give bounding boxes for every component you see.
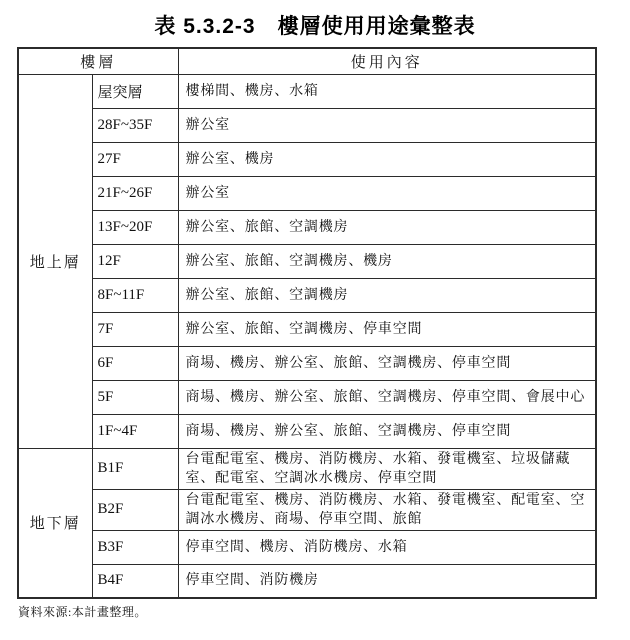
table-row-b2f xyxy=(18,489,596,530)
floor-cell: 21F~26F xyxy=(92,176,178,210)
usage-cell: 停車空間、機房、消防機房、水箱 xyxy=(178,530,596,564)
floor-cell: 6F xyxy=(92,346,178,380)
usage-cell: 辦公室、旅館、空調機房 xyxy=(178,210,596,244)
table-row-27f xyxy=(18,142,596,176)
floor-cell: B4F xyxy=(92,564,178,598)
floor-cell: 7F xyxy=(92,312,178,346)
floor-cell: 屋突層 xyxy=(92,74,178,108)
usage-cell: 商場、機房、辦公室、旅館、空調機房、停車空間、會展中心 xyxy=(178,380,596,414)
header-row xyxy=(18,48,596,74)
usage-cell: 台電配電室、機房、消防機房、水箱、發電機室、垃圾儲藏室、配電室、空調冰水機房、停車空間 xyxy=(178,448,596,489)
floor-cell: B1F xyxy=(92,448,178,489)
table-row-b4f xyxy=(18,564,596,598)
table-row-21f-26f xyxy=(18,176,596,210)
floor-cell: 8F~11F xyxy=(92,278,178,312)
table-row-roof xyxy=(18,74,596,108)
table-row-28f-35f xyxy=(18,108,596,142)
usage-cell: 辦公室、旅館、空調機房 xyxy=(178,278,596,312)
table-row-b1f xyxy=(18,448,596,489)
source-note: 資料來源:本計畫整理。 xyxy=(18,605,147,619)
usage-cell: 台電配電室、機房、消防機房、水箱、發電機室、配電室、空調冰水機房、商場、停車空間、旅館 xyxy=(178,489,596,530)
table-row-6f xyxy=(18,346,596,380)
usage-cell: 辦公室、機房 xyxy=(178,142,596,176)
column-header-floor: 樓層 xyxy=(18,48,178,74)
usage-cell: 辦公室、旅館、空調機房、停車空間 xyxy=(178,312,596,346)
floor-cell: 5F xyxy=(92,380,178,414)
group-label-below-ground: 地下層 xyxy=(18,448,92,598)
usage-cell: 辦公室、旅館、空調機房、機房 xyxy=(178,244,596,278)
table-row-12f xyxy=(18,244,596,278)
table-row-5f xyxy=(18,380,596,414)
table-row-8f-11f xyxy=(18,278,596,312)
group-label-above-ground: 地上層 xyxy=(18,74,92,448)
floor-cell: 28F~35F xyxy=(92,108,178,142)
table-title: 表 5.3.2-3 樓層使用用途彙整表 xyxy=(154,15,476,38)
floor-cell: 13F~20F xyxy=(92,210,178,244)
table-row-1f-4f xyxy=(18,414,596,448)
table-row-7f xyxy=(18,312,596,346)
floor-cell: 12F xyxy=(92,244,178,278)
usage-cell: 停車空間、消防機房 xyxy=(178,564,596,598)
usage-cell: 樓梯間、機房、水箱 xyxy=(178,74,596,108)
floor-usage-table xyxy=(17,47,597,599)
floor-cell: 27F xyxy=(92,142,178,176)
floor-cell: B2F xyxy=(92,489,178,530)
column-header-usage: 使用內容 xyxy=(178,48,596,74)
table-row-b3f xyxy=(18,530,596,564)
usage-cell: 商場、機房、辦公室、旅館、空調機房、停車空間 xyxy=(178,346,596,380)
usage-cell: 辦公室 xyxy=(178,176,596,210)
usage-cell: 辦公室 xyxy=(178,108,596,142)
usage-cell: 商場、機房、辦公室、旅館、空調機房、停車空間 xyxy=(178,414,596,448)
floor-cell: B3F xyxy=(92,530,178,564)
floor-cell: 1F~4F xyxy=(92,414,178,448)
table-row-13f-20f xyxy=(18,210,596,244)
